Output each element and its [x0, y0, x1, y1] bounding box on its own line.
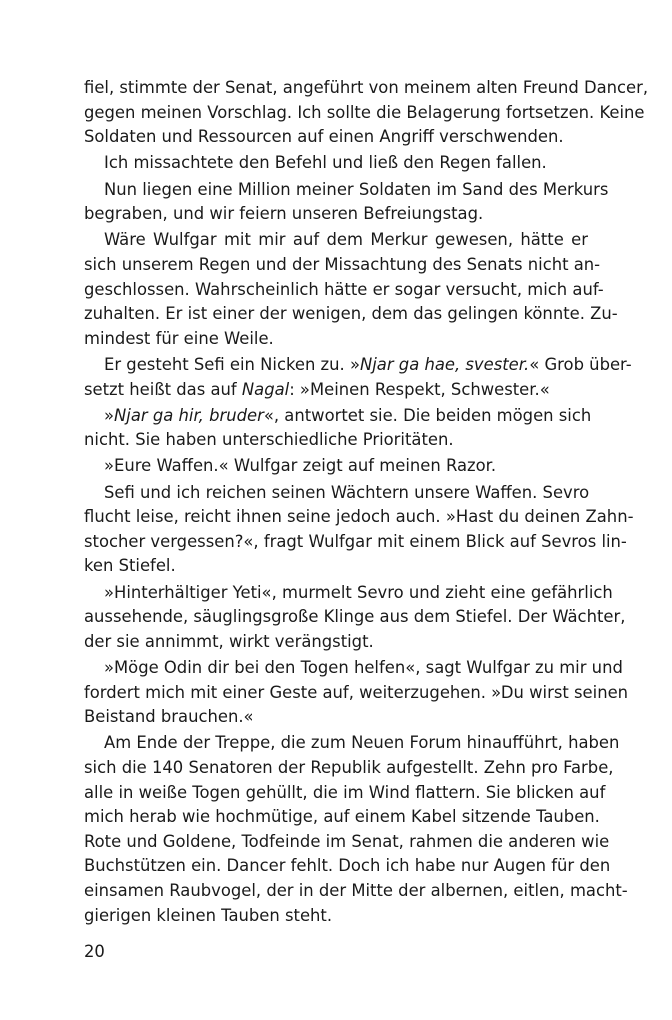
text-line: Nun liegen eine Million meiner Soldaten im Sand des Merkurs	[104, 179, 609, 199]
text-run: Er gesteht Sefi ein Nicken zu. »	[104, 354, 360, 374]
text-line: fiel, stimmte der Senat, angeführt von meinem alten Freund Dancer,	[84, 78, 649, 97]
text-line: geschlossen. Wahrscheinlich hätte er sogar versucht, mich auf-	[84, 279, 604, 299]
italic-phrase: Nagal	[241, 379, 290, 399]
text-run: »	[104, 405, 115, 425]
text-line	[84, 404, 592, 429]
text-line	[84, 378, 588, 403]
body-text	[84, 76, 649, 928]
text-line: »Hinterhältiger Yeti«, murmelt Sevro und zieht eine gefährlich	[104, 582, 613, 602]
text-line: sich die 140 Senatoren der Republik aufgestellt. Zehn pro Farbe,	[84, 757, 614, 777]
text-line: sich unserem Regen und der Missachtung des Senats nicht an-	[84, 254, 601, 274]
text-run: setzt heißt das auf	[84, 379, 242, 399]
italic-phrase: Njar ga hir, bruder	[114, 405, 264, 425]
text-line: ken Stiefel.	[84, 556, 176, 576]
text-line: aussehende, säuglingsgroße Klinge aus dem Stiefel. Der Wächter,	[84, 607, 626, 627]
text-run: «, antwortet sie. Die beiden mögen sich	[263, 405, 592, 425]
text-line: Am Ende der Treppe, die zum Neuen Forum hinaufführt, haben	[104, 733, 620, 753]
text-line: Wäre Wulfgar mit mir auf dem Merkur gewesen, hätte er	[104, 230, 588, 250]
text-line: fordert mich mit einer Geste auf, weiterzugehen. »Du wirst seinen	[84, 682, 629, 702]
text-line: »Möge Odin dir bei den Togen helfen«, sagt Wulfgar zu mir und	[104, 658, 623, 677]
page-number: 20	[84, 942, 105, 961]
text-line: begraben, und wir feiern unseren Befreiungstag.	[84, 204, 484, 224]
text-line: Rote und Goldene, Todfeinde im Senat, rahmen die anderen wie	[84, 831, 610, 851]
text-line: Sefi und ich reichen seinen Wächtern unsere Waffen. Sevro	[104, 482, 590, 502]
text-line: stocher vergessen?«, fragt Wulfgar mit einem Blick auf Sevros lin-	[84, 531, 627, 551]
text-line: der sie annimmt, wirkt verängstigt.	[84, 631, 374, 651]
text-line: Buchstützen ein. Dancer fehlt. Doch ich habe nur Augen für den	[84, 856, 611, 876]
text-line: mich herab wie hochmütige, auf einem Kabel sitzende Tauben.	[84, 807, 600, 827]
italic-phrase: Njar ga hae, svester.	[359, 354, 530, 374]
text-line: zuhalten. Er ist einer der wenigen, dem das gelingen könnte. Zu-	[84, 304, 618, 324]
text-line: mindest für eine Weile.	[84, 328, 274, 348]
text-run: « Grob über-	[529, 354, 632, 374]
text-line: gierigen kleinen Tauben steht.	[84, 905, 333, 925]
text-line: Beistand brauchen.«	[84, 707, 254, 727]
text-line: nicht. Sie haben unterschiedliche Prioritäten.	[84, 430, 454, 450]
text-run: : »Meinen Respekt, Schwester.«	[289, 379, 550, 399]
text-line: Ich missachtete den Befehl und ließ den Regen fallen.	[104, 153, 547, 173]
text-line: Soldaten und Ressourcen auf einen Angriff verschwenden.	[84, 127, 564, 147]
text-line: »Eure Waffen.« Wulfgar zeigt auf meinen Razor.	[104, 456, 497, 476]
text-line: einsamen Raubvogel, der in der Mitte der albernen, eitlen, macht-	[84, 880, 628, 900]
text-line: flucht leise, reicht ihnen seine jedoch auch. »Hast du deinen Zahn-	[84, 507, 634, 527]
text-line	[84, 353, 632, 378]
text-line: gegen meinen Vorschlag. Ich sollte die Belagerung fortsetzen. Keine	[84, 102, 645, 122]
text-line: alle in weiße Togen gehüllt, die im Wind flattern. Sie blicken auf	[84, 782, 606, 802]
